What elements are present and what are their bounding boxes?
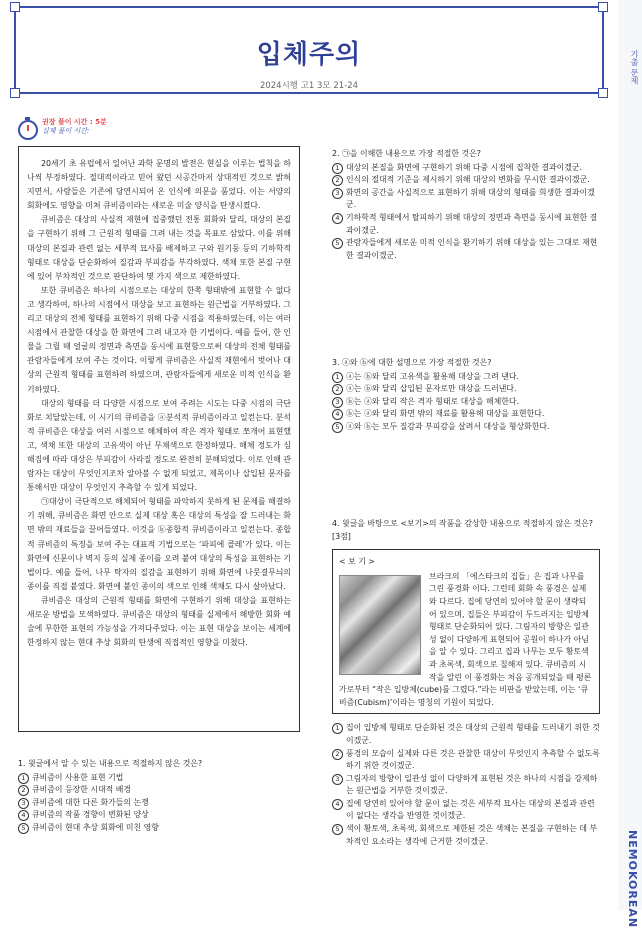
question-stem: 4. 윗글을 바탕으로 <보기>의 작품을 감상한 내용으로 적절하지 않은 것은? [3점] bbox=[332, 519, 593, 541]
answer-option[interactable]: 1 ⓐ는 ⓑ와 달리 고유색을 활용해 대상을 그려 낸다. bbox=[332, 371, 600, 384]
bogi-heading: < 보 기 > bbox=[339, 557, 375, 567]
passage-paragraph: 큐비즘은 대상의 근원적 형태를 화면에 구현하기 위해 대상을 표현하는 새로운 방법을 모색하였다. 큐비즘은 대상의 형태를 실제에서 해방한 회화 예술에 무한한 표현의 가능성을 가져다주었다. 이는 표현 대상을 보이는 세계에 한정하지 않는 현대 추상 회화의 탄생에 직접적인 영향을 미쳤다. bbox=[27, 595, 291, 648]
question-stem: 2. ㉠을 이해한 내용으로 가장 적절한 것은? bbox=[332, 149, 481, 158]
answer-option[interactable]: 5 색이 황토색, 초록색, 회색으로 제한된 것은 색채는 본질을 구현하는 데 부차적인 요소라는 생각에 근거한 것이겠군. bbox=[332, 823, 600, 848]
question-stem: 3. ⓐ와 ⓑ에 대한 설명으로 가장 적절한 것은? bbox=[332, 358, 492, 367]
corner-decoration bbox=[598, 2, 608, 12]
answer-option[interactable]: 1 집이 입방체 형태로 단순화된 것은 대상의 근원적 형태를 드러내기 위한 것이겠군. bbox=[332, 722, 600, 747]
answer-option[interactable]: 4 기하학적 형태에서 탈피하기 위해 대상의 정면과 측면을 동시에 표현한 결과이겠군. bbox=[332, 212, 600, 237]
answer-option[interactable]: 3 그림자의 방향이 일관성 없이 다양하게 표현된 것은 하나의 시점을 강제하는 원근법을 거부한 것이겠군. bbox=[332, 773, 600, 798]
question-1 bbox=[18, 758, 298, 835]
answer-option[interactable]: 1 큐비즘이 사용한 표현 기법 bbox=[18, 772, 298, 785]
answer-option[interactable]: 4 집에 당연히 있어야 할 문이 없는 것은 세부적 묘사는 대상의 본질과 관련이 없다는 생각을 반영한 것이겠군. bbox=[332, 798, 600, 823]
answer-option[interactable]: 5 관람자들에게 새로운 미적 인식을 환기하기 위해 대상을 있는 그대로 재현한 결과이겠군. bbox=[332, 237, 600, 262]
recommended-time: 권장 풀이 시간 : 5분 bbox=[42, 118, 107, 126]
answer-option[interactable]: 3 큐비즘에 대한 다른 화가들의 논쟁 bbox=[18, 797, 298, 810]
answer-option[interactable]: 5 ⓐ와 ⓑ는 모두 질감과 부피감을 살려서 대상을 형상화한다. bbox=[332, 421, 600, 434]
passage-paragraph: ㉠대상이 극단적으로 해체되어 형태를 파악하지 못하게 된 문제를 해결하기 위해, 큐비즘은 화면 안으로 실제 대상 혹은 대상의 특성을 잘 드러내는 화면 밖의 재료들을 끌어들였다. 이것을 ⓑ종합적 큐비즘이라고 일컫는다. 종합적 큐비즘의 특징을 보여 주는 대표적 기법으로는 ‘파피에 콜레’가 있다. 이는 화면에 신문이나 벽지 등의 실제 종이를 오려 붙여 대상의 특성을 표현하는 기법이다. 예를 들어, 나무 탁자의 질감을 표현하기 위해 화면에 나뭇결무늬의 종이를 직접 붙였다. 화면에 붙인 종이의 색으로 인해 색채도 다시 살아났다. bbox=[27, 497, 291, 591]
question-4 bbox=[332, 518, 600, 848]
answer-option[interactable]: 2 ⓐ는 ⓑ와 달리 삽입된 문자로만 대상을 드러낸다. bbox=[332, 383, 600, 396]
answer-option[interactable]: 3 ⓑ는 ⓐ와 달리 작은 격자 형태로 대상을 해체한다. bbox=[332, 396, 600, 409]
answer-option[interactable]: 2 풍경의 모습이 실제와 다른 것은 관찰한 대상이 무엇인지 추측할 수 없도록 하기 위한 것이겠군. bbox=[332, 748, 600, 773]
question-stem: 1. 윗글에서 알 수 있는 내용으로 적절하지 않은 것은? bbox=[18, 759, 203, 768]
answer-option[interactable]: 5 큐비즘이 현대 추상 회화에 미친 영향 bbox=[18, 822, 298, 835]
passage-paragraph: 대상의 형태를 더 다양한 시점으로 보여 주려는 시도는 다중 시점의 극단화로 치달았는데, 이 시기의 큐비즘을 ⓐ분석적 큐비즘이라고 일컫는다. 분석적 큐비즘은 대상을 여러 시점으로 해체하여 작은 격자 형태로 쪼개어 표현했고, 색채 또한 대상의 고유색이 아닌 무채색으로 한정하였다. 해체 정도가 심해짐에 따라 대상은 부피감이 사라질 정도로 완전히 분해되었다. 이로 인해 관람자는 대상이 무엇인지조차 알아볼 수 없게 되었고, 제목이나 삽입된 문자를 통해서만 대상이 무엇인지 추측할 수 있게 되었다. bbox=[27, 398, 291, 493]
page-subtitle: 2024시행 고1 3모 21-24 bbox=[259, 81, 359, 91]
passage-paragraph: 큐비즘은 대상의 사실적 재현에 집중했던 전통 회화와 달리, 대상의 본질을 구현하기 위해 그 근원적 형태를 그려 내는 것을 목표로 삼았다. 이를 위해 대상의 본질과 관련 없는 세부적 묘사를 배제하고 구와 원기둥 등의 기하학적 형태로 대상을 단순화하여 질감과 부피감을 부각하였다. 색채 또한 본질 구현에 있어 부차적인 것으로 판단하여 몇 가지 색으로 제한하였다. bbox=[27, 215, 291, 281]
answer-option[interactable]: 3 화면의 공간을 사실적으로 표현하기 위해 대상의 형태를 희생한 결과이겠군. bbox=[332, 187, 600, 212]
brand-label: NEMOKOREAN bbox=[626, 830, 639, 928]
title-box bbox=[14, 6, 604, 94]
painting-image bbox=[339, 575, 421, 675]
page-title: 입체주의 bbox=[256, 40, 362, 70]
corner-decoration bbox=[10, 2, 20, 12]
answer-option[interactable]: 2 인식의 절대적 기준을 제시하기 위해 대상의 변화를 무시한 결과이겠군. bbox=[332, 174, 600, 187]
stopwatch-icon bbox=[18, 120, 38, 140]
question-2 bbox=[332, 148, 600, 262]
answer-option[interactable]: 2 큐비즘이 등장한 시대적 배경 bbox=[18, 784, 298, 797]
passage-paragraph: 또한 큐비즘은 하나의 시점으로는 대상의 한쪽 형태밖에 표현할 수 없다고 생각하여, 하나의 시점에서 대상을 보고 표현하는 원근법을 거부하였다. 그리고 대상의 전체 형태를 표현하기 위해 다중 시점을 적용하였는데, 이는 여러 시점에서 관찰한 대상을 한 화면에 그려 내고자 한 기법이다. 예를 들어, 한 인물을 그릴 때 얼굴의 정면과 측면을 동시에 표현함으로써 대상의 전체 형태를 관람자들에게 보여 주는 것이다. 이렇게 큐비즘은 사실적 재현에서 벗어나 대상의 근원적 형태를 표현하려 하였으며, 관람자들에게 새로운 미적 인식을 환기하였다. bbox=[27, 285, 291, 394]
side-tab bbox=[618, 0, 642, 928]
answer-option[interactable]: 4 큐비즘의 작품 경향이 변화된 양상 bbox=[18, 809, 298, 822]
actual-time: 실제 풀이 시간: bbox=[42, 127, 90, 135]
side-label: 기출 문제 bbox=[630, 50, 639, 85]
passage-paragraph: 20세기 초 유럽에서 일어난 과학 문명의 발전은 현실을 이루는 법칙을 하나씩 부정하였다. 절대적이라고 믿어 왔던 시공간마저 상대적인 것으로 밝혀지면서, 사람들은 기존에 당연시되어 온 인식에 의문을 품었다. 이는 서양의 회화에도 영향을 미쳐 큐비즘이라는 새로운 미술 양식을 탄생시켰다. bbox=[27, 159, 291, 211]
timer-block bbox=[18, 118, 107, 140]
answer-option[interactable]: 1 대상의 본질을 화면에 구현하기 위해 다중 시점에 집착한 결과이겠군. bbox=[332, 162, 600, 175]
reading-passage bbox=[18, 146, 300, 732]
bogi-box bbox=[332, 549, 600, 714]
answer-option[interactable]: 4 ⓑ는 ⓐ와 달리 화면 밖의 재료를 활용해 대상을 표현한다. bbox=[332, 408, 600, 421]
question-3 bbox=[332, 357, 600, 434]
bogi-text: 브라크의 「에스타크의 집들」은 집과 나무를 그린 풍경화 이다. 그런데 회화 속 풍경은 실제와 다르다. 집에 당연히 있어야 할 문이 생략되어 있으며, 집들은 부피감이 두드러지는 입방체 형태로 단순화되어 있다. 그림자의 방향은 일관성 없이 다양하게 표현되어 공원이 하나가 아님을 알 수 있다. 그리고 집과 나무는 모두 황토색과 초록색, 회색으로 칠해져 있다. 큐비즘의 시작을 알린 이 풍경화는 처음 공개되었을 때 평론가로부터 “작은 입방체(cube)를 그렸다.”라는 비판을 받았는데, 이는 ‘큐비즘(Cubism)’이라는 명칭의 기원이 되었다. bbox=[339, 571, 592, 707]
